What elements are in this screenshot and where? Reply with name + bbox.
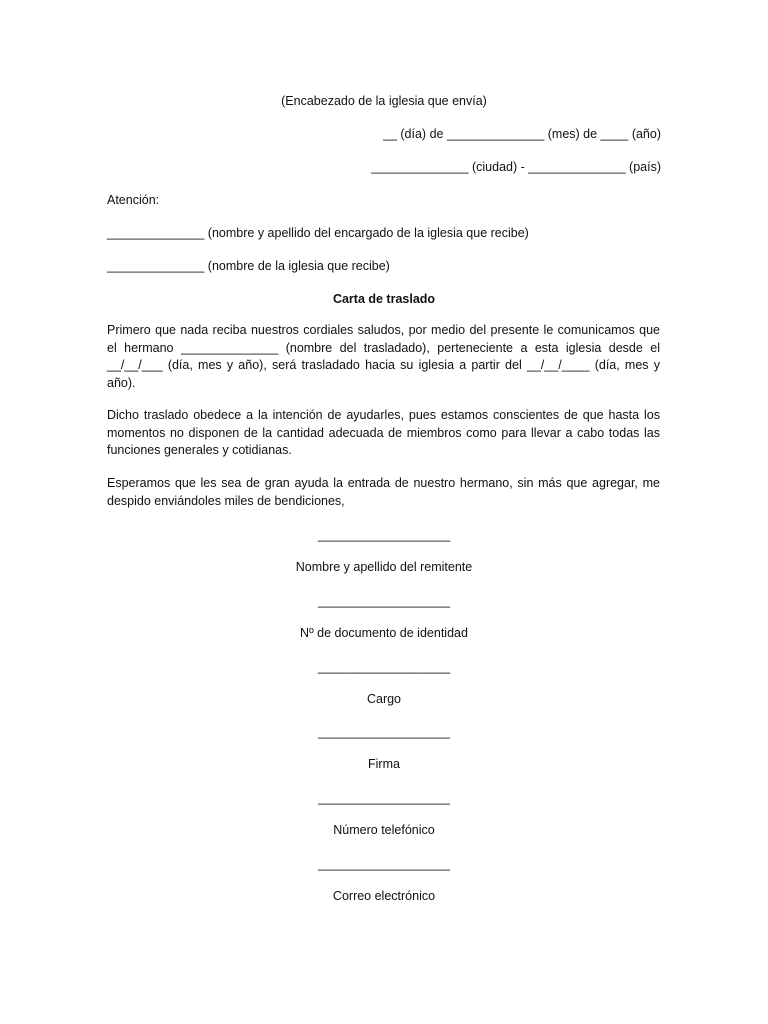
signature-blank: ___________________ — [317, 594, 451, 608]
recipient-name-line: ______________ (nombre y apellido del encargado de la iglesia que recibe) — [107, 226, 529, 240]
position-label: Cargo — [366, 692, 402, 706]
body-paragraph-1: Primero que nada reciba nuestros cordiales saludos, por medio del presente le comunicamos que el hermano ______________ (nombre del trasladado), perteneciente a esta iglesia desde el __/__/___ (día, mes y año), será trasladado hacia su iglesia a partir del __/__/____ (día, mes y año). — [107, 323, 660, 391]
recipient-church-line: ______________ (nombre de la iglesia que recibe) — [107, 259, 390, 273]
sender-name-label: Nombre y apellido del remitente — [295, 560, 473, 574]
phone-label: Número telefónico — [333, 823, 435, 837]
attention-label: Atención: — [107, 193, 160, 207]
sender-church-header: (Encabezado de la iglesia que envía) — [281, 94, 487, 108]
signature-blank: ___________________ — [317, 725, 451, 739]
body-paragraph-3: Esperamos que les sea de gran ayuda la entrada de nuestro hermano, sin más que agregar, me despido enviándoles miles de bendiciones, — [107, 476, 660, 508]
id-document-label: Nº de documento de identidad — [300, 626, 468, 640]
body-paragraph-2: Dicho traslado obedece a la intención de ayudarles, pues estamos conscientes de que hasta los momentos no disponen de la cantidad adecuada de miembros como para llevar a cabo todas las funciones generales y cotidianas. — [107, 408, 660, 458]
signature-blank: ___________________ — [317, 791, 451, 805]
email-label: Correo electrónico — [332, 889, 436, 903]
signature-blank: ___________________ — [317, 660, 451, 674]
signature-blank: ___________________ — [317, 528, 451, 542]
letter-title: Carta de traslado — [332, 292, 436, 306]
signature-blank: ___________________ — [317, 857, 451, 871]
date-line: __ (día) de ______________ (mes) de ____ (año) — [383, 127, 661, 141]
signature-label: Firma — [368, 757, 400, 771]
place-line: ______________ (ciudad) - ______________ (país) — [371, 160, 661, 174]
